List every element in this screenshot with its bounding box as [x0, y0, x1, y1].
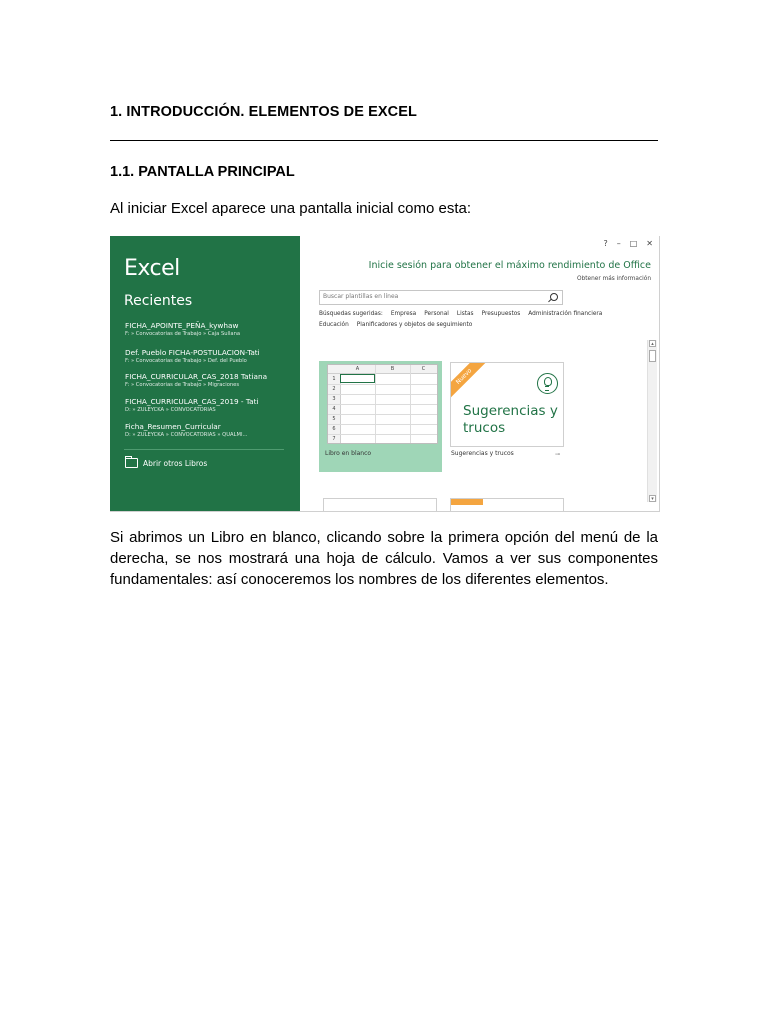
category-link[interactable]: Presupuestos	[481, 311, 521, 317]
suggested-label: Búsquedas sugeridas:	[319, 311, 383, 317]
blank-workbook-label: Libro en blanco	[325, 450, 372, 457]
category-link[interactable]: Personal	[424, 311, 449, 317]
recent-heading: Recientes	[124, 293, 193, 309]
recent-file-name: FICHA_CURRICULAR_CAS_2019 - Tati	[125, 397, 259, 406]
category-link[interactable]: Educación	[319, 322, 349, 328]
templates-scrollbar[interactable]	[647, 340, 657, 502]
recent-file-path: F: » Convocatorias de Trabajo » Def. del Pueblo	[125, 358, 247, 364]
recent-file-name: Def. Pueblo FICHA-POSTULACION-Tati	[125, 348, 260, 357]
help-icon[interactable]: ?	[603, 239, 608, 248]
category-link[interactable]: Empresa	[390, 311, 417, 317]
scroll-down-icon[interactable]: ▾	[649, 495, 656, 502]
new-badge: Nuevo	[450, 362, 490, 402]
blank-workbook-tile[interactable]	[319, 361, 442, 472]
template-tile[interactable]	[450, 498, 564, 512]
recent-file-item[interactable]	[125, 372, 267, 388]
recent-file-item[interactable]	[125, 397, 259, 413]
column-header: C	[410, 365, 437, 374]
column-header: B	[375, 365, 410, 374]
horizontal-rule	[110, 140, 658, 141]
minimize-icon[interactable]: –	[616, 239, 621, 248]
lightbulb-icon	[537, 373, 558, 394]
excel-start-screen-screenshot	[110, 236, 660, 512]
signin-link[interactable]: Inicie sesión para obtener el máximo rendimiento de Office	[368, 260, 651, 271]
templates-pane	[300, 236, 659, 511]
recent-file-item[interactable]	[125, 348, 260, 364]
row-header: 2	[328, 384, 341, 394]
recent-file-path: D: » ZULEYCKA » CONVOCATORIAS	[125, 407, 216, 413]
close-icon[interactable]: ✕	[646, 239, 653, 248]
open-other-label: Abrir otros Libros	[143, 458, 208, 468]
recent-file-name: FICHA_APOINTE_PEÑA_kywhaw	[125, 321, 239, 330]
intro-paragraph: Al iniciar Excel aparece una pantalla inicial como esta:	[110, 200, 472, 217]
category-link[interactable]: Planificadores y objetos de seguimiento	[356, 322, 473, 328]
suggested-categories	[319, 311, 639, 328]
sidebar-divider	[124, 449, 284, 450]
row-header: 3	[328, 394, 341, 404]
row-header: 4	[328, 404, 341, 414]
recent-file-item[interactable]	[125, 422, 247, 438]
category-link[interactable]: Listas	[456, 311, 474, 317]
recent-file-path: D: » ZULEYCKA » CONVOCATORIAS » QUALMI...	[125, 432, 248, 438]
excel-brand: Excel	[124, 256, 180, 281]
recent-file-name: Ficha_Resumen_Curricular	[125, 422, 221, 431]
selected-cell	[340, 374, 375, 383]
body-paragraph: Si abrimos un Libro en blanco, clicando sobre la primera opción del menú de la derecha, se nos mostrará una hoja de cálculo. Vamos a ver sus componentes fundamentales: así conoceremos los nombres de los diferentes elementos.	[110, 529, 658, 588]
category-link[interactable]: Administración financiera	[528, 311, 603, 317]
template-tile[interactable]	[323, 498, 437, 512]
recent-file-name: FICHA_CURRICULAR_CAS_2018 Tatiana	[125, 372, 268, 381]
folder-icon	[125, 458, 138, 468]
tips-tricks-label: Sugerencias y trucos	[451, 450, 514, 457]
scroll-thumb[interactable]	[649, 350, 656, 362]
subsection-heading: 1.1. PANTALLA PRINCIPAL	[110, 164, 295, 180]
recent-file-item[interactable]	[125, 321, 240, 337]
blank-sheet-preview	[327, 364, 438, 444]
tips-title: Sugerencias y trucos	[463, 403, 558, 436]
excel-sidebar	[110, 236, 300, 511]
tips-tricks-tile[interactable]	[450, 362, 564, 447]
recent-file-path: F: » Convocatorias de Trabajo » Caja Sullana	[125, 331, 241, 337]
row-header: 1	[328, 374, 341, 384]
search-placeholder: Buscar plantillas en línea	[323, 293, 399, 300]
row-header: 7	[328, 434, 341, 444]
row-header: 6	[328, 424, 341, 434]
pin-icon[interactable]: ⊸	[555, 451, 561, 458]
maximize-icon[interactable]: □	[629, 239, 638, 248]
row-header: 5	[328, 414, 341, 424]
section-heading: 1. INTRODUCCIÓN. ELEMENTOS DE EXCEL	[110, 104, 417, 120]
open-other-workbooks-button[interactable]	[125, 458, 207, 468]
window-controls	[603, 239, 653, 248]
template-search-input[interactable]	[319, 290, 563, 305]
search-icon[interactable]	[550, 293, 558, 301]
scroll-up-icon[interactable]: ▴	[649, 340, 656, 347]
recent-file-path: F: » Convocatorias de Trabajo » Migraciones	[125, 382, 240, 388]
more-info-link[interactable]: Obtener más información	[577, 276, 651, 282]
column-header: A	[340, 365, 375, 374]
